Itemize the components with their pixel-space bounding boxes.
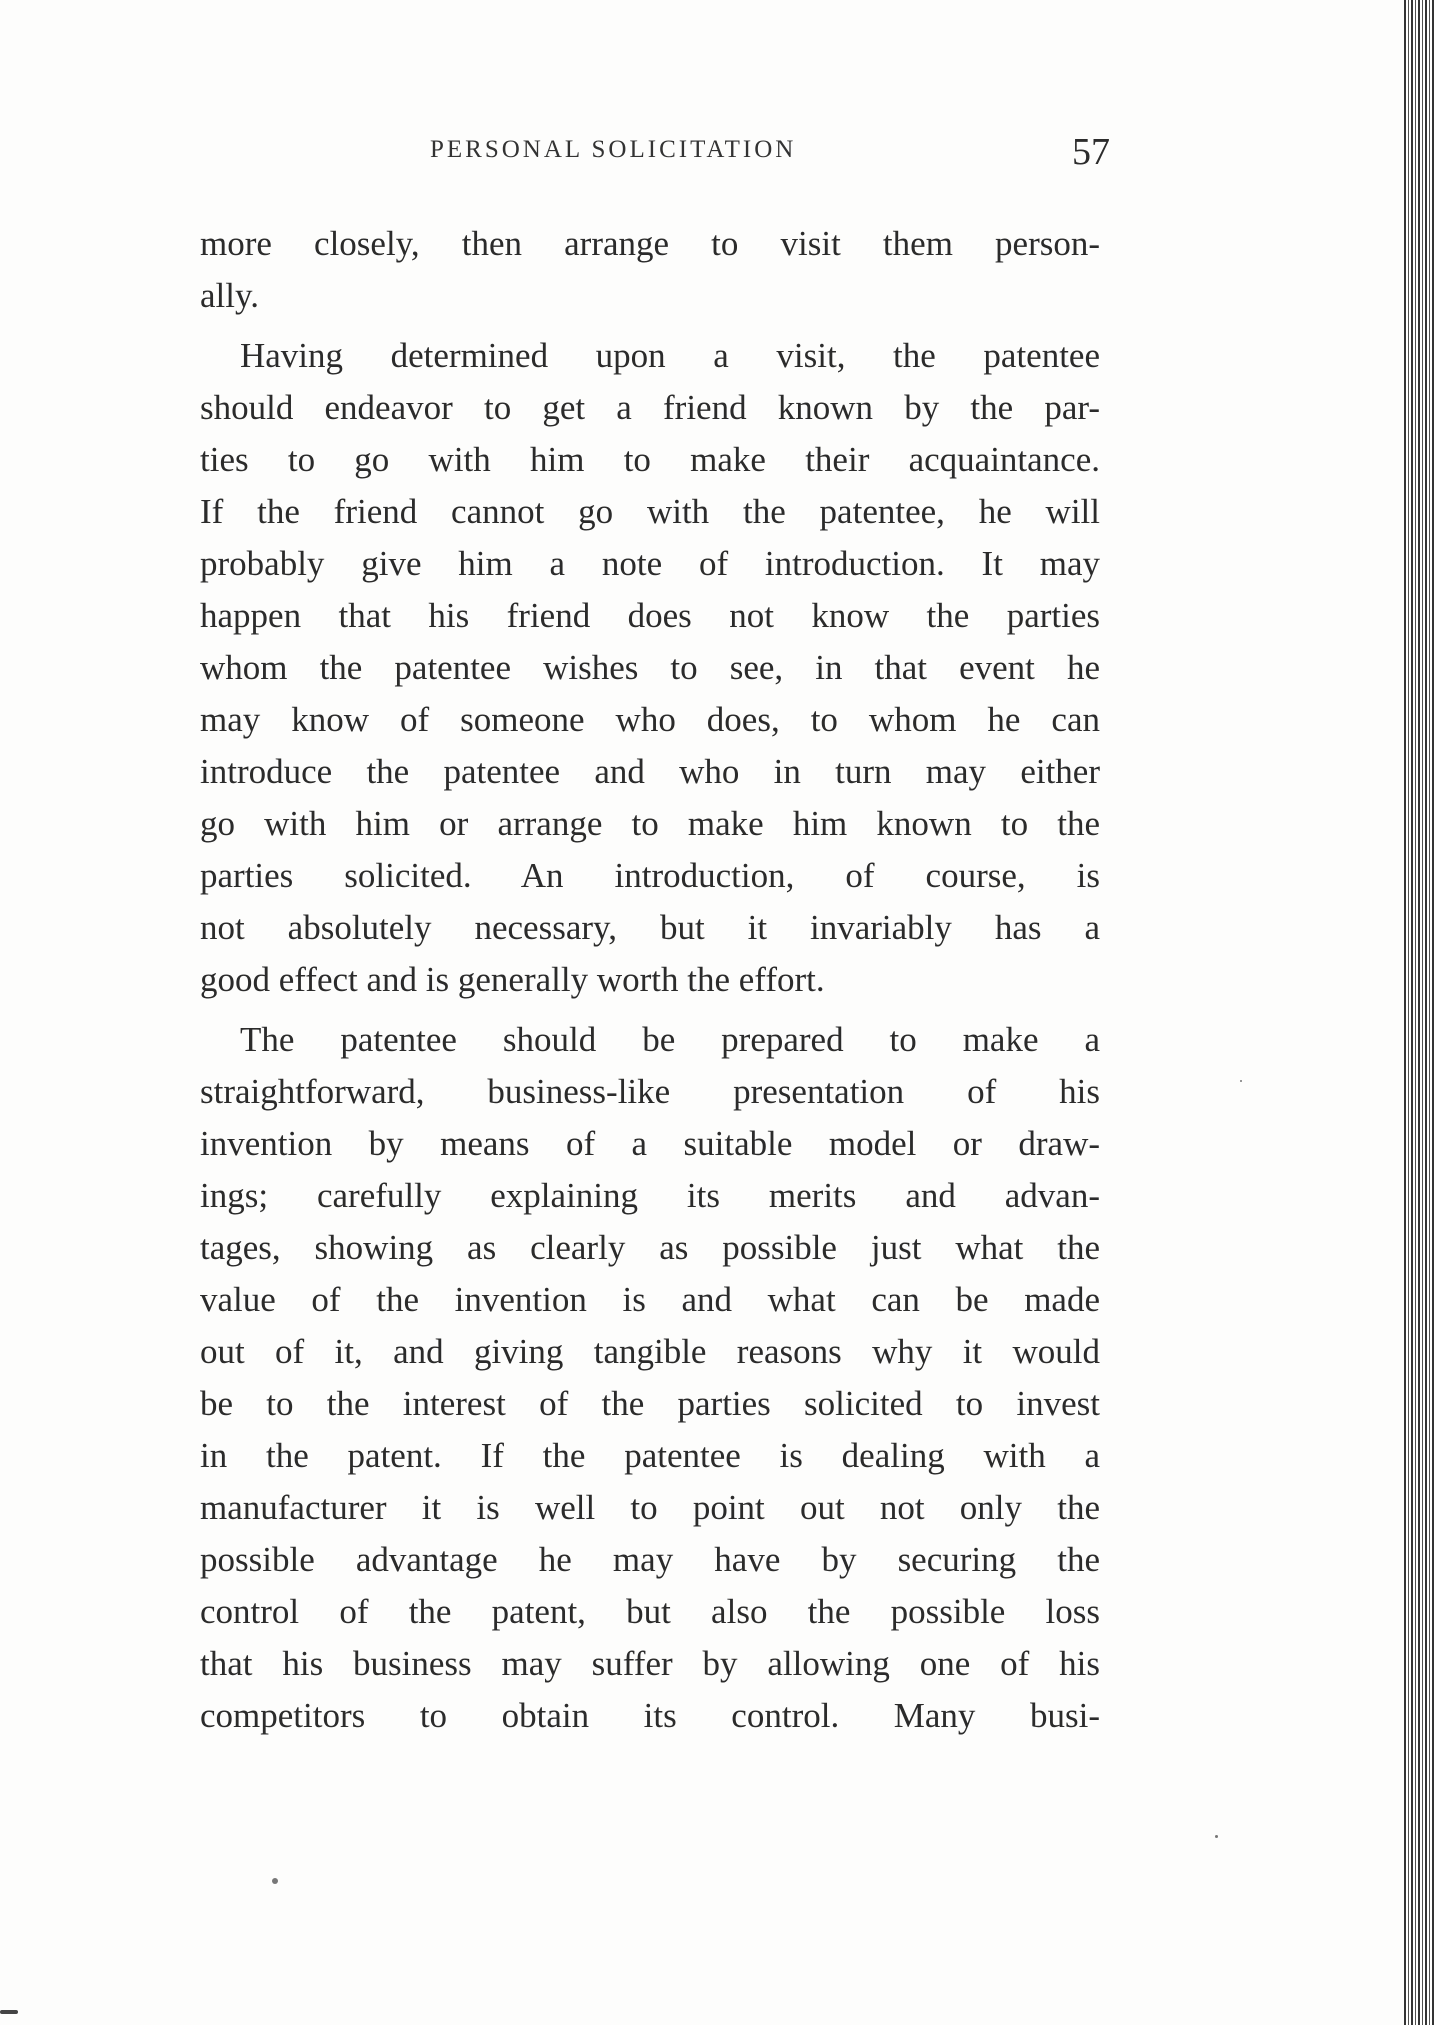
text-line: should endeavor to get a friend known by the par- bbox=[200, 388, 1100, 427]
text-line: ties to go with him to make their acquaintance. bbox=[200, 440, 1100, 479]
text-line: may know of someone who does, to whom he can bbox=[200, 700, 1100, 739]
text-line: ally. bbox=[200, 276, 259, 315]
text-line: probably give him a note of introduction. It may bbox=[200, 544, 1100, 583]
text-line: happen that his friend does not know the parties bbox=[200, 596, 1100, 635]
text-line: whom the patentee wishes to see, in that event he bbox=[200, 648, 1100, 687]
body-text bbox=[200, 218, 1100, 1742]
text-line: out of it, and giving tangible reasons why it would bbox=[200, 1332, 1100, 1371]
text-line: competitors to obtain its control. Many busi- bbox=[200, 1696, 1100, 1735]
text-line: that his business may suffer by allowing one of his bbox=[200, 1644, 1100, 1683]
text-line: ings; carefully explaining its merits and advan- bbox=[200, 1176, 1100, 1215]
text-line: Having determined upon a visit, the patentee bbox=[240, 336, 1100, 375]
text-line: If the friend cannot go with the patentee, he will bbox=[200, 492, 1100, 531]
text-line: value of the invention is and what can be made bbox=[200, 1280, 1100, 1319]
text-line: manufacturer it is well to point out not only the bbox=[200, 1488, 1100, 1527]
text-line: go with him or arrange to make him known to the bbox=[200, 804, 1100, 843]
paper-speck bbox=[1215, 1835, 1218, 1838]
text-line: introduce the patentee and who in turn may either bbox=[200, 752, 1100, 791]
text-line: straightforward, business-like presentation of his bbox=[200, 1072, 1100, 1111]
running-title: PERSONAL SOLICITATION bbox=[430, 136, 797, 163]
text-line: invention by means of a suitable model or draw- bbox=[200, 1124, 1100, 1163]
running-head bbox=[200, 130, 1110, 180]
text-line: be to the interest of the parties solicited to invest bbox=[200, 1384, 1100, 1423]
text-line: not absolutely necessary, but it invariably has a bbox=[200, 908, 1100, 947]
text-line: tages, showing as clearly as possible just what the bbox=[200, 1228, 1100, 1267]
text-line: in the patent. If the patentee is dealing with a bbox=[200, 1436, 1100, 1475]
binding-edge bbox=[1404, 0, 1436, 2025]
text-line: The patentee should be prepared to make a bbox=[240, 1020, 1100, 1059]
paper-speck bbox=[272, 1878, 278, 1884]
text-line: control of the patent, but also the possible loss bbox=[200, 1592, 1100, 1631]
text-line: possible advantage he may have by securing the bbox=[200, 1540, 1100, 1579]
text-line: parties solicited. An introduction, of course, is bbox=[200, 856, 1100, 895]
paper-speck bbox=[0, 2010, 18, 2014]
page-number: 57 bbox=[1072, 131, 1110, 173]
paper-speck bbox=[1240, 1080, 1242, 1082]
text-line: more closely, then arrange to visit them person- bbox=[200, 224, 1100, 263]
text-line: good effect and is generally worth the effort. bbox=[200, 960, 825, 999]
